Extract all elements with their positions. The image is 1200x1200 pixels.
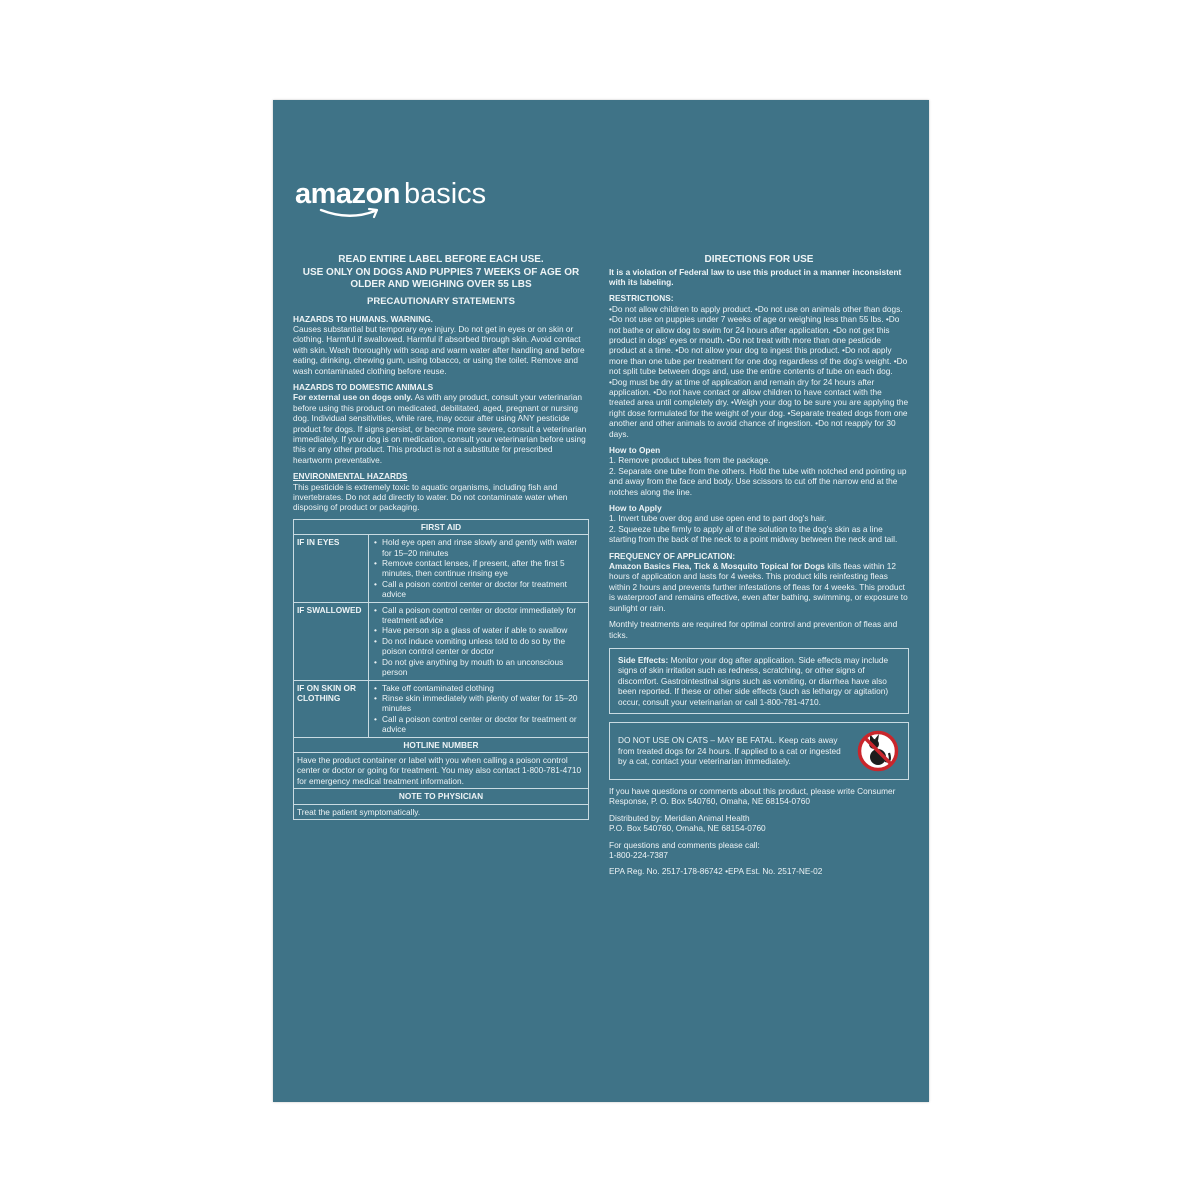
cats-warning-text: DO NOT USE ON CATS – MAY BE FATAL. Keep cats away from treated dogs for 24 hours. If applied to a cat or ingested by a cat, contact your veterinarian immediately. [618,735,841,767]
skin-item: • Call a poison control center or doctor for treatment or advice [382,714,585,735]
precautionary-title: PRECAUTIONARY STATEMENTS [367,295,515,307]
domestic-lead: For external use on dogs only. [293,392,413,403]
how-apply-step: 2. Squeeze tube firmly to apply all of the solution to the dog's skin as a line starting from the back of the neck to a point midway between the neck and tail. [609,523,898,545]
skin-item: • Take off contaminated clothing [382,683,585,693]
directions-title: DIRECTIONS FOR USE [704,254,814,265]
how-open-step: 2. Separate one tube from the others. Hold the tube with notched end pointing up and away from the face and body. Use scissors to cut off the narrow end at the notches along the line. [609,465,907,497]
distributor-line: P.O. Box 540760, Omaha, NE 68154-0760 [609,823,766,834]
frequency-paragraph [609,561,909,613]
swallowed-item: • Do not give anything by mouth to an unconscious person [382,657,585,678]
eyes-instructions [369,535,589,602]
domestic-title: HAZARDS TO DOMESTIC ANIMALS [293,381,434,392]
domestic-paragraph [293,392,589,465]
restrictions-text: •Do not allow children to apply product. •Do not use on animals other than dogs. •Do not use on puppies under 7 weeks of age or weighing less than 55 lbs. •Do not bathe or allow dog to swim for 24 hours after application. •Do not get this product in dogs' eyes or mouth. •Do not treat with more than one pesticide product at a time. •Do not allow your dog to ingest this product. •Do not apply more than one tube per treatment for one dog regardless of the dog's weight. •Do not split tube between dogs and, use the entire contents of tube on each dog. •Dog must be dry at time of application and remain dry for 24 hours after application. •Do not have contact or allow children to have contact with the treated area until completely dry. •Weigh your dog to be sure you are applying the right dose formulated for the weight of your dog. •Separate treated dogs from one another and other animals to avoid chance of ingestion. •Do not reapply for 30 days. [609,303,909,439]
brand-amazon: amazon [295,178,400,210]
swallowed-item: • Have person sip a glass of water if able to swallow [382,625,585,635]
side-effects-lead: Side Effects: [618,654,669,665]
eyes-item: • Hold eye open and rinse slowly and gently with water for 15–20 minutes [382,537,585,558]
brand-basics: basics [403,178,487,210]
eyes-item: • Call a poison control center or doctor for treatment advice [382,579,585,600]
swallowed-instructions [369,602,589,680]
restrictions-title: RESTRICTIONS: [609,293,674,304]
humans-title: HAZARDS TO HUMANS. WARNING. [293,313,433,324]
swallowed-label: IF SWALLOWED [294,602,369,680]
skin-item: • Rinse skin immediately with plenty of water for 15–20 minutes [382,693,585,714]
how-apply-step: 1. Invert tube over dog and use open end to part dog's hair. [609,513,827,524]
side-effects-box [609,648,909,714]
swallowed-item: • Call a poison control center or doctor immediately for treatment advice [382,605,585,626]
env-title: ENVIRONMENTAL HAZARDS [293,471,408,482]
hotline-text: Have the product container or label with you when calling a poison control center or doctor or going for treatment. You may also contact 1-800-781-4710 for emergency medical treatment information. [294,752,589,788]
distributor-line: Distributed by: Meridian Animal Health [609,812,750,823]
eyes-item: • Remove contact lenses, if present, after the first 5 minutes, then continue rinsing eye [382,558,585,579]
intro-line-2: USE ONLY ON DOGS AND PUPPIES 7 WEEKS OF AGE OR [302,266,580,278]
epa-text: EPA Reg. No. 2517-178-86742 •EPA Est. No. 2517-NE-02 [609,866,823,877]
questions-text: If you have questions or comments about this product, please write Consumer Response, P. O. Box 540760, Omaha, NE 68154-0760 [609,785,896,807]
skin-label: IF ON SKIN OR CLOTHING [294,680,369,737]
monthly-text: Monthly treatments are required for optimal control and prevention of fleas and ticks. [609,619,898,640]
env-text: This pesticide is extremely toxic to aquatic organisms, including fish and invertebrates. Do not add directly to water. Do not contaminate water when disposing of product or packaging. [293,481,568,513]
smile-arrow-icon [319,207,381,219]
frequency-title: FREQUENCY OF APPLICATION: [609,550,736,561]
swallowed-item: • Do not induce vomiting unless told to do so by the poison control center or doctor [382,636,585,657]
intro-line-1: READ ENTIRE LABEL BEFORE EACH USE. [338,254,544,265]
domestic-text: As with any product, consult your veterinarian before using this product on medicated, debilitated, aged, pregnant or nursing dog. Individual sensitivities, while rare, may occur after using ANY pesticide product for dogs. If signs persist, or become more severe, consult a veterinarian immediately. If your dog is on medication, consult your veterinarian before using this or any other product. This product is not a substitute for prescribed heartworm preventative. [293,392,587,465]
how-open-title: How to Open [609,445,661,455]
hotline-title: HOTLINE NUMBER [294,737,589,752]
frequency-lead: Amazon Basics Flea, Tick & Mosquito Topical for Dogs [609,561,825,572]
intro-line-3: OLDER AND WEIGHING OVER 55 LBS [350,279,532,290]
left-column [293,254,589,820]
eyes-label: IF IN EYES [294,535,369,602]
skin-instructions [369,680,589,737]
right-column [609,254,909,877]
how-open-step: 1. Remove product tubes from the package. [609,455,771,466]
physician-title: NOTE TO PHYSICIAN [294,789,589,804]
comments-line: For questions and comments please call: [609,839,760,850]
frequency-text: kills fleas within 12 hours of application and lasts for 4 weeks. This product kills reinfesting fleas within 2 hours and prevents further infestations of fleas for 4 weeks. This product is waterproof and remains effective, even after bathing, swimming, or exposure to sunlight or rain. [609,561,908,613]
no-cats-icon [856,729,900,773]
brand-logo [295,178,495,223]
side-effects-text: Monitor your dog after application. Side effects may include signs of skin irritation such as redness, scratching, or other signs of discomfort. Gastrointestinal signs such as vomiting, or diarrhea have also been reported. If these or other side effects (such as lethargy or agitation) occur, consult your veterinarian or call 1-800-781-4710. [618,654,889,707]
how-apply-title: How to Apply [609,503,662,514]
cats-warning-box [609,722,909,780]
federal-text: It is a violation of Federal law to use this product in a manner inconsistent with its labeling. [609,266,902,287]
humans-text: Causes substantial but temporary eye injury. Do not get in eyes or on skin or clothing. Harmful if swallowed. Harmful if absorbed through skin. Avoid contact with skin. Wash thoroughly with soap and warm water after handling and before eating, drinking, chewing gum, using tobacco, or using the toilet. Remove and wash contaminated clothing before reuse. [293,323,585,376]
first-aid-table [293,519,589,820]
first-aid-title: FIRST AID [294,519,589,534]
physician-text: Treat the patient symptomatically. [294,804,589,819]
product-box-back [273,100,929,1102]
comments-line: 1-800-224-7387 [609,849,669,860]
